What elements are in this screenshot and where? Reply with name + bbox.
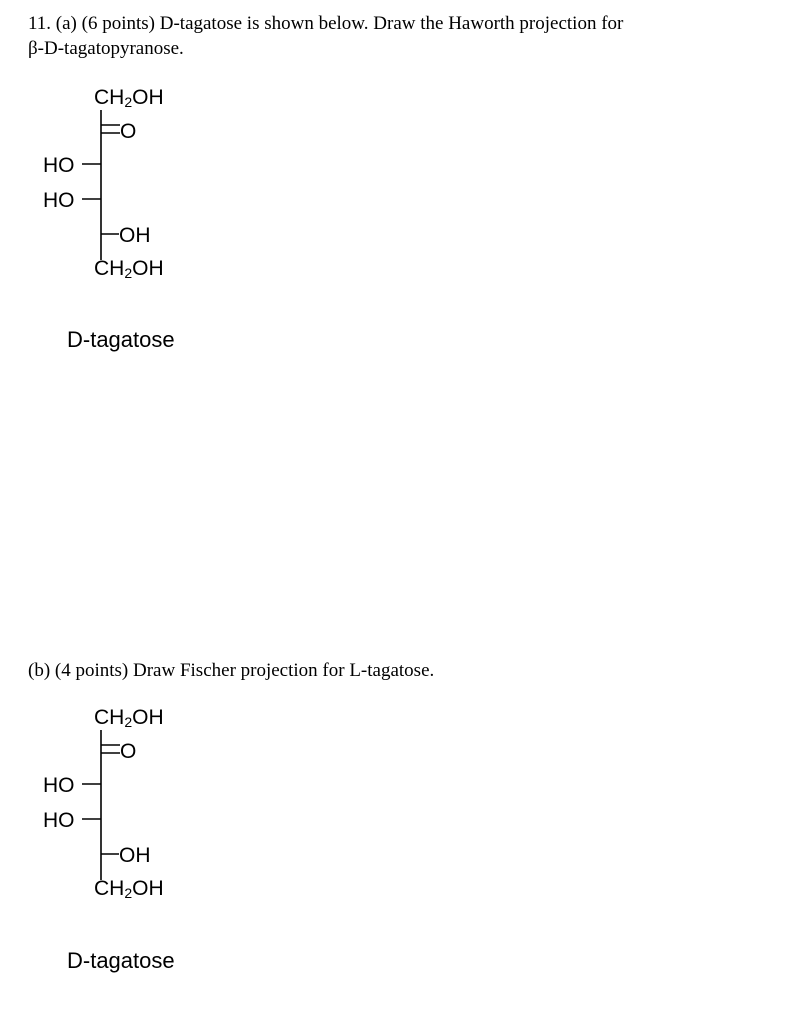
ho-label-1: HO: [43, 774, 75, 797]
question-b-text: (b) (4 points) Draw Fischer projection for L-tagatose.: [28, 660, 435, 681]
fischer-projection-a: [0, 80, 260, 280]
structure-a-name: D-tagatose: [67, 327, 175, 352]
fischer-bonds-a: [0, 80, 260, 280]
bottom-ch2oh-label: $CH_2OH$: [94, 877, 164, 901]
question-a-line2: β-D-tagatopyranose.: [28, 38, 184, 59]
top-ch2oh-label: $CH_2OH$: [94, 706, 164, 730]
oh-label: OH: [119, 844, 151, 867]
bottom-ch2oh-label: $CH_2OH$: [94, 257, 164, 281]
ho-label-1: HO: [43, 154, 75, 177]
oh-label: OH: [119, 224, 151, 247]
question-a-line1: 11. (a) (6 points) D-tagatose is shown below. Draw the Haworth projection for: [28, 13, 624, 34]
carbonyl-oxygen-label: O: [120, 120, 137, 143]
top-ch2oh-label: $CH_2OH$: [94, 86, 164, 110]
ho-label-2: HO: [43, 809, 75, 832]
fischer-projection-b: [0, 700, 260, 900]
structure-b-name: D-tagatose: [67, 948, 175, 973]
ho-label-2: HO: [43, 189, 75, 212]
carbonyl-oxygen-label: O: [120, 740, 137, 763]
fischer-bonds-b: [0, 700, 260, 900]
